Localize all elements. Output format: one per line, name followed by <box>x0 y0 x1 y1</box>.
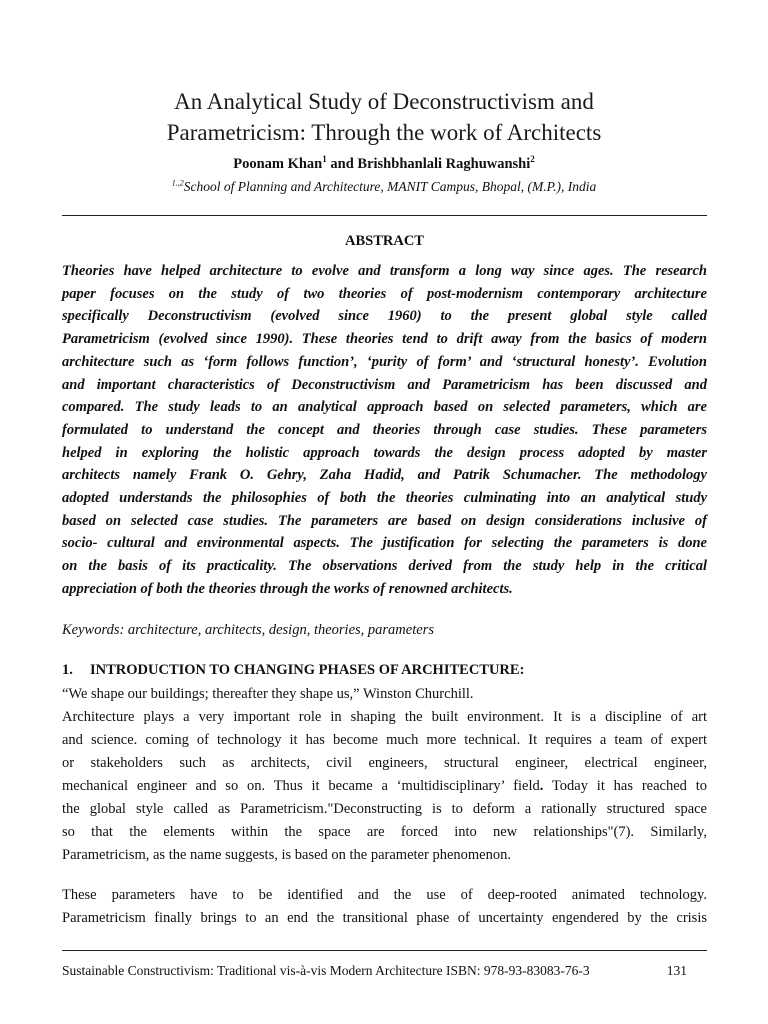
author-connector: and <box>326 156 358 172</box>
title-line: An Analytical Study of Deconstructivism and <box>174 89 594 114</box>
abstract-line: on the basis of its practicality. The observations derived from the study help in the critical <box>62 558 707 575</box>
author-affiliation-marker: 1 <box>322 154 327 165</box>
abstract-line: architecture such as ‘form follows function’, ‘purity of form’ and ‘structural honesty’. Evolution <box>62 353 707 370</box>
header-divider <box>62 215 707 216</box>
abstract-line: compared. The study leads to an analytical approach based on selected parameters, which are <box>62 399 707 416</box>
page-number: 131 <box>666 963 687 978</box>
abstract-line: and important characteristics of Deconstructivism and Parametricism has been discussed and <box>62 376 707 393</box>
abstract-line: Parametricism (evolved since 1990). These theories tend to drift away from the basics of modern <box>62 331 707 348</box>
paragraph <box>62 706 707 867</box>
abstract-line: socio- cultural and environmental aspects. The justification for selecting the parameters is done <box>62 535 707 552</box>
paragraph-line: or stakeholders such as architects, civil engineers, structural engineer, electrical engineer, <box>62 755 707 771</box>
paragraph-line-bold: . <box>539 778 544 794</box>
paragraph-line: Parametricism finally brings to an end the transitional phase of uncertainty engendered by the crisis <box>62 910 707 926</box>
abstract-line: helped in exploring the holistic approach towards the design process adopted by master <box>62 444 707 461</box>
paragraph-line: Parametricism, as the name suggests, is based on the parameter phenomenon. <box>62 847 511 863</box>
paragraph-line: These parameters have to be identified and the use of deep-rooted animated technology. <box>62 887 707 903</box>
abstract-line: paper focuses on the study of two theories of post-modernism contemporary architecture <box>62 285 707 302</box>
paragraph-line: Architecture plays a very important role in shaping the built environment. It is a discipline of art <box>62 709 707 725</box>
paragraph-line: the global style called as Parametricism."Deconstructing is to deform a rationally structured space <box>62 801 707 817</box>
paragraph-line: so that the elements within the space are forced into new relationships"(7). Similarly, <box>62 824 707 840</box>
section-number: 1. <box>62 662 73 678</box>
footer-divider <box>62 950 707 951</box>
paragraph-line <box>62 775 707 798</box>
paragraph <box>62 884 707 930</box>
keywords: Keywords: architecture, architects, design, theories, parameters <box>62 622 434 638</box>
affiliation <box>60 178 708 196</box>
epigraph-quote <box>62 683 707 706</box>
footer-text: Sustainable Constructivism: Traditional vis-à-vis Modern Architecture ISBN: 978-93-83083-76-3 <box>62 963 590 978</box>
abstract-body <box>62 260 707 601</box>
affiliation-marker: 1.,2 <box>171 178 184 188</box>
abstract-line: formulated to understand the concept and theories through case studies. These parameters <box>62 421 707 438</box>
paragraph-line-part: mechanical engineer and so on. Thus it became a ‘multidisciplinary’ field <box>62 778 540 794</box>
paragraph-line-part: Today it has reached to <box>543 778 707 794</box>
author-name: Brishbhanlali Raghuwanshi <box>357 156 531 172</box>
author-name: Poonam Khan <box>233 156 323 172</box>
abstract-line: adopted understands the philosophies of both the theories culminating into an analytical study <box>62 490 707 507</box>
abstract-line: appreciation of both the theories through the works of renowned architects. <box>62 580 513 597</box>
abstract-line: based on selected case studies. The parameters are based on design considerations inclusive of <box>62 512 707 529</box>
abstract-heading: ABSTRACT <box>345 233 424 249</box>
section-heading <box>62 660 707 680</box>
paper-title <box>100 86 668 148</box>
section-title: INTRODUCTION TO CHANGING PHASES OF ARCHITECTURE: <box>90 662 525 678</box>
author-list <box>60 155 708 173</box>
abstract-line: architects namely Frank O. Gehry, Zaha Hadid, and Patrik Schumacher. The methodology <box>62 467 707 484</box>
page-footer <box>62 962 707 980</box>
abstract-line: specifically Deconstructivism (evolved since 1960) to the present global style called <box>62 308 707 325</box>
title-line: Parametricism: Through the work of Architects <box>166 120 602 145</box>
affiliation-text: School of Planning and Architecture, MANIT Campus, Bhopal, (M.P.), India <box>183 179 597 194</box>
abstract-line: Theories have helped architecture to evolve and transform a long way since ages. The research <box>62 263 707 279</box>
paragraph-line: and science. coming of technology it has become much more technical. It requires a team of expert <box>62 732 707 748</box>
quote-text: “We shape our buildings; thereafter they shape us,” Winston Churchill. <box>62 686 474 702</box>
author-affiliation-marker: 2 <box>530 154 535 165</box>
